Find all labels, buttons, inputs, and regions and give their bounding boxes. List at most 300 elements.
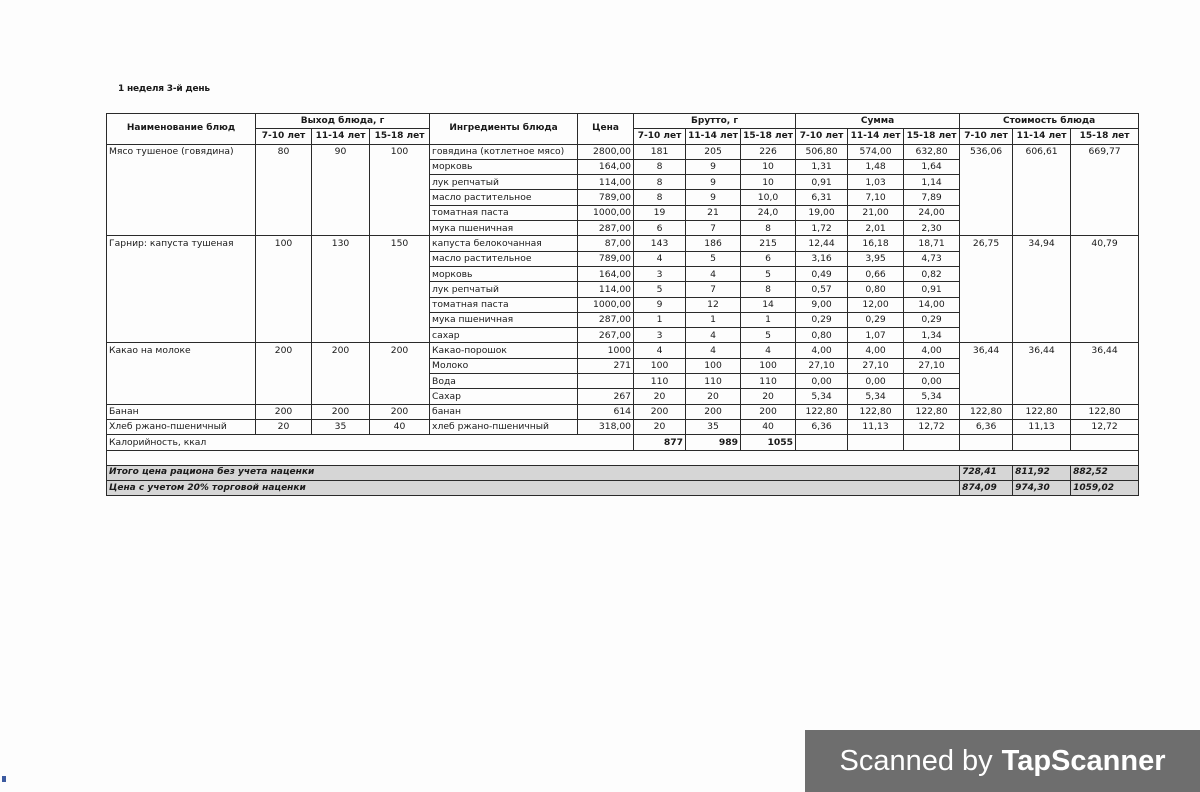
table-body: [107, 144, 1139, 496]
table-row: [107, 404, 1139, 419]
brutto-cell: 181: [634, 144, 686, 159]
price-cell: 614: [578, 404, 634, 419]
sum-cell: 7,89: [904, 190, 960, 205]
spacer-row: [107, 450, 1139, 465]
sum-cell: 4,00: [848, 343, 904, 358]
brutto-cell: 143: [634, 236, 686, 251]
dish-name-cell: [107, 358, 256, 373]
sum-cell: 632,80: [904, 144, 960, 159]
table-row: [107, 312, 1139, 327]
sum-cell: 16,18: [848, 236, 904, 251]
cost-cell: 536,06: [960, 144, 1013, 159]
ingredient-cell: капуста белокочанная: [430, 236, 578, 251]
calories-value: 877: [634, 435, 686, 450]
cost-cell: 606,61: [1013, 144, 1071, 159]
brutto-cell: 7: [686, 221, 741, 236]
sum-cell: 0,00: [848, 374, 904, 389]
price-cell: 267,00: [578, 328, 634, 343]
cost-cell: [960, 358, 1013, 373]
table-row: [107, 251, 1139, 266]
header-cost: Стоимость блюда: [960, 114, 1139, 129]
yield-cell: [312, 374, 370, 389]
yield-cell: [256, 190, 312, 205]
yield-cell: [312, 205, 370, 220]
yield-cell: [256, 312, 312, 327]
cost-cell: [1013, 159, 1071, 174]
dish-name-cell: Банан: [107, 404, 256, 419]
brutto-cell: 200: [686, 404, 741, 419]
cost-cell: [960, 312, 1013, 327]
sum-cell: 14,00: [904, 297, 960, 312]
sum-cell: 5,34: [904, 389, 960, 404]
table-row: [107, 358, 1139, 373]
cost-cell: 36,44: [1071, 343, 1139, 358]
cost-cell: [960, 221, 1013, 236]
header-dish-name: Наименование блюд: [107, 114, 256, 145]
yield-age-header: 7-10 лет: [256, 129, 312, 144]
dish-name-cell: Какао на молоке: [107, 343, 256, 358]
sum-cell: 0,80: [848, 282, 904, 297]
sum-cell: 0,57: [796, 282, 848, 297]
table-row: [107, 144, 1139, 159]
brutto-cell: 226: [741, 144, 796, 159]
yield-cell: [256, 221, 312, 236]
sum-cell: 12,72: [904, 419, 960, 434]
sum-cell: 9,00: [796, 297, 848, 312]
yield-cell: [370, 221, 430, 236]
yield-cell: [312, 251, 370, 266]
yield-cell: 200: [312, 343, 370, 358]
cost-cell: 122,80: [1071, 404, 1139, 419]
yield-cell: 100: [370, 144, 430, 159]
dish-name-cell: Гарнир: капуста тушеная: [107, 236, 256, 251]
empty-cell: [848, 435, 904, 450]
calories-label: Калорийность, ккал: [107, 435, 634, 450]
brutto-cell: 200: [741, 404, 796, 419]
sum-cell: 27,10: [796, 358, 848, 373]
sum-cell: 24,00: [904, 205, 960, 220]
price-cell: 164,00: [578, 159, 634, 174]
brutto-cell: 10,0: [741, 190, 796, 205]
sum-age-header: 7-10 лет: [796, 129, 848, 144]
watermark-brand: TapScanner: [1001, 744, 1166, 777]
brutto-cell: 1: [741, 312, 796, 327]
sum-cell: 0,29: [904, 312, 960, 327]
cost-cell: [1071, 159, 1139, 174]
watermark-prefix: Scanned by: [839, 744, 993, 777]
cost-cell: 669,77: [1071, 144, 1139, 159]
dish-name-cell: [107, 266, 256, 281]
brutto-cell: 9: [686, 190, 741, 205]
empty-cell: [796, 435, 848, 450]
calories-row: [107, 435, 1139, 450]
header-yield: Выход блюда, г: [256, 114, 430, 129]
dish-name-cell: [107, 175, 256, 190]
yield-cell: [312, 190, 370, 205]
cost-cell: [960, 389, 1013, 404]
price-cell: 267: [578, 389, 634, 404]
price-cell: [578, 374, 634, 389]
brutto-cell: 205: [686, 144, 741, 159]
table-row: [107, 343, 1139, 358]
yield-cell: 200: [256, 404, 312, 419]
table-row: [107, 221, 1139, 236]
ingredient-cell: масло растительное: [430, 190, 578, 205]
ingredient-cell: мука пшеничная: [430, 221, 578, 236]
cost-cell: [960, 205, 1013, 220]
dish-name-cell: [107, 205, 256, 220]
yield-cell: [256, 358, 312, 373]
sum-cell: 18,71: [904, 236, 960, 251]
brutto-cell: 5: [741, 328, 796, 343]
sum-cell: 122,80: [848, 404, 904, 419]
calories-value: 1055: [741, 435, 796, 450]
sum-cell: 0,00: [904, 374, 960, 389]
brutto-cell: 3: [634, 266, 686, 281]
total-label: Итого цена рациона без учета наценки: [107, 465, 960, 480]
cost-cell: 122,80: [960, 404, 1013, 419]
cost-cell: 36,44: [1013, 343, 1071, 358]
cost-cell: 11,13: [1013, 419, 1071, 434]
price-cell: 1000,00: [578, 205, 634, 220]
dish-name-cell: Хлеб ржано-пшеничный: [107, 419, 256, 434]
price-cell: 318,00: [578, 419, 634, 434]
cost-cell: [1013, 328, 1071, 343]
cost-age-header: 7-10 лет: [960, 129, 1013, 144]
scan-artifact: [2, 776, 6, 782]
cost-cell: [1013, 312, 1071, 327]
cost-cell: [1013, 221, 1071, 236]
brutto-cell: 110: [741, 374, 796, 389]
price-cell: 114,00: [578, 175, 634, 190]
sum-cell: 11,13: [848, 419, 904, 434]
cost-cell: [1071, 389, 1139, 404]
dish-name-cell: [107, 221, 256, 236]
sum-cell: 5,34: [848, 389, 904, 404]
sum-cell: 1,34: [904, 328, 960, 343]
sum-cell: 2,30: [904, 221, 960, 236]
sum-cell: 1,07: [848, 328, 904, 343]
cost-cell: [1013, 251, 1071, 266]
yield-cell: 100: [256, 236, 312, 251]
sum-cell: 5,34: [796, 389, 848, 404]
yield-cell: [370, 328, 430, 343]
empty-cell: [1071, 435, 1139, 450]
ration-cost-table: [106, 113, 1139, 496]
brutto-cell: 8: [634, 190, 686, 205]
brutto-cell: 4: [686, 266, 741, 281]
total-label: Цена с учетом 20% торговой наценки: [107, 481, 960, 496]
yield-cell: [370, 358, 430, 373]
cost-cell: [1013, 205, 1071, 220]
sum-cell: 574,00: [848, 144, 904, 159]
ingredient-cell: сахар: [430, 328, 578, 343]
yield-cell: 80: [256, 144, 312, 159]
yield-cell: [256, 266, 312, 281]
yield-cell: [312, 312, 370, 327]
header-brutto: Брутто, г: [634, 114, 796, 129]
yield-cell: [312, 159, 370, 174]
brutto-age-header: 15-18 лет: [741, 129, 796, 144]
cost-cell: [1013, 374, 1071, 389]
ingredient-cell: морковь: [430, 266, 578, 281]
price-cell: 287,00: [578, 312, 634, 327]
table-row: [107, 159, 1139, 174]
brutto-cell: 186: [686, 236, 741, 251]
yield-cell: 200: [256, 343, 312, 358]
sum-cell: 1,72: [796, 221, 848, 236]
total-value: 728,41: [960, 465, 1013, 480]
price-cell: 164,00: [578, 266, 634, 281]
spacer-cell: [107, 450, 1139, 465]
sum-cell: 3,16: [796, 251, 848, 266]
cost-cell: 122,80: [1013, 404, 1071, 419]
brutto-cell: 100: [634, 358, 686, 373]
yield-cell: [256, 374, 312, 389]
yield-cell: [256, 205, 312, 220]
price-cell: 2800,00: [578, 144, 634, 159]
calories-value: 989: [686, 435, 741, 450]
ingredient-cell: лук репчатый: [430, 175, 578, 190]
cost-cell: [1071, 328, 1139, 343]
yield-cell: 20: [256, 419, 312, 434]
brutto-cell: 100: [741, 358, 796, 373]
sum-cell: 122,80: [904, 404, 960, 419]
brutto-cell: 6: [741, 251, 796, 266]
sum-cell: 0,82: [904, 266, 960, 281]
total-row: [107, 481, 1139, 496]
yield-cell: [312, 282, 370, 297]
brutto-age-header: 11-14 лет: [686, 129, 741, 144]
table-row: [107, 282, 1139, 297]
price-cell: 789,00: [578, 251, 634, 266]
brutto-cell: 8: [634, 159, 686, 174]
cost-cell: [960, 297, 1013, 312]
sum-cell: 0,29: [796, 312, 848, 327]
brutto-cell: 19: [634, 205, 686, 220]
sum-cell: 1,31: [796, 159, 848, 174]
brutto-cell: 100: [686, 358, 741, 373]
ingredient-cell: говядина (котлетное мясо): [430, 144, 578, 159]
cost-cell: [1071, 297, 1139, 312]
sum-cell: 27,10: [904, 358, 960, 373]
table-row: [107, 236, 1139, 251]
sum-cell: 27,10: [848, 358, 904, 373]
dish-name-cell: [107, 312, 256, 327]
ingredient-cell: банан: [430, 404, 578, 419]
yield-cell: [256, 159, 312, 174]
sum-cell: 0,91: [904, 282, 960, 297]
cost-cell: [1071, 374, 1139, 389]
table-row: [107, 175, 1139, 190]
cost-cell: [1013, 282, 1071, 297]
yield-cell: 90: [312, 144, 370, 159]
ingredient-cell: масло растительное: [430, 251, 578, 266]
cost-cell: 26,75: [960, 236, 1013, 251]
brutto-cell: 1: [686, 312, 741, 327]
ingredient-cell: Сахар: [430, 389, 578, 404]
yield-cell: 200: [312, 404, 370, 419]
brutto-cell: 4: [686, 328, 741, 343]
sum-cell: 122,80: [796, 404, 848, 419]
brutto-cell: 6: [634, 221, 686, 236]
sum-cell: 0,29: [848, 312, 904, 327]
total-value: 882,52: [1071, 465, 1139, 480]
yield-age-header: 15-18 лет: [370, 129, 430, 144]
yield-cell: [312, 358, 370, 373]
cost-cell: [1013, 175, 1071, 190]
empty-cell: [904, 435, 960, 450]
yield-cell: [370, 389, 430, 404]
cost-cell: [1071, 251, 1139, 266]
yield-cell: 200: [370, 404, 430, 419]
sum-age-header: 11-14 лет: [848, 129, 904, 144]
yield-cell: [312, 297, 370, 312]
dish-name-cell: [107, 282, 256, 297]
yield-cell: [370, 266, 430, 281]
cost-cell: [960, 374, 1013, 389]
price-cell: 287,00: [578, 221, 634, 236]
brutto-cell: 8: [741, 221, 796, 236]
brutto-cell: 8: [741, 282, 796, 297]
brutto-cell: 4: [634, 251, 686, 266]
dish-name-cell: [107, 389, 256, 404]
cost-cell: [1013, 266, 1071, 281]
price-cell: 87,00: [578, 236, 634, 251]
price-cell: 1000: [578, 343, 634, 358]
yield-cell: [370, 312, 430, 327]
price-cell: 1000,00: [578, 297, 634, 312]
sum-cell: 1,64: [904, 159, 960, 174]
dish-name-cell: [107, 251, 256, 266]
brutto-cell: 24,0: [741, 205, 796, 220]
total-value: 974,30: [1013, 481, 1071, 496]
yield-cell: 40: [370, 419, 430, 434]
brutto-cell: 4: [686, 343, 741, 358]
dish-name-cell: [107, 328, 256, 343]
brutto-cell: 110: [634, 374, 686, 389]
brutto-cell: 20: [741, 389, 796, 404]
yield-cell: [256, 282, 312, 297]
sum-cell: 0,80: [796, 328, 848, 343]
yield-age-header: 11-14 лет: [312, 129, 370, 144]
sum-cell: 6,31: [796, 190, 848, 205]
sum-cell: 4,73: [904, 251, 960, 266]
yield-cell: [312, 328, 370, 343]
table-row: [107, 374, 1139, 389]
yield-cell: [256, 297, 312, 312]
ingredient-cell: Вода: [430, 374, 578, 389]
ingredient-cell: Какао-порошок: [430, 343, 578, 358]
yield-cell: [256, 328, 312, 343]
scanner-watermark: [805, 730, 1200, 792]
cost-cell: [1071, 221, 1139, 236]
cost-cell: [1013, 358, 1071, 373]
cost-cell: 40,79: [1071, 236, 1139, 251]
yield-cell: [370, 190, 430, 205]
sum-cell: 0,00: [796, 374, 848, 389]
brutto-cell: 5: [686, 251, 741, 266]
table-row: [107, 190, 1139, 205]
ingredient-cell: мука пшеничная: [430, 312, 578, 327]
yield-cell: [312, 221, 370, 236]
cost-age-header: 15-18 лет: [1071, 129, 1139, 144]
brutto-cell: 5: [634, 282, 686, 297]
brutto-cell: 5: [741, 266, 796, 281]
total-value: 874,09: [960, 481, 1013, 496]
brutto-cell: 3: [634, 328, 686, 343]
brutto-cell: 110: [686, 374, 741, 389]
cost-cell: [960, 175, 1013, 190]
brutto-cell: 9: [634, 297, 686, 312]
empty-cell: [960, 435, 1013, 450]
ingredient-cell: томатная паста: [430, 205, 578, 220]
ingredient-cell: лук репчатый: [430, 282, 578, 297]
brutto-cell: 9: [686, 175, 741, 190]
sum-cell: 0,49: [796, 266, 848, 281]
cost-cell: [1071, 266, 1139, 281]
day-title: 1 неделя 3-й день: [118, 84, 210, 94]
yield-cell: [370, 251, 430, 266]
total-row: [107, 465, 1139, 480]
cost-cell: [960, 282, 1013, 297]
cost-cell: 34,94: [1013, 236, 1071, 251]
yield-cell: [312, 175, 370, 190]
table-row: [107, 419, 1139, 434]
ingredient-cell: морковь: [430, 159, 578, 174]
header-price: Цена: [578, 114, 634, 145]
sum-cell: 506,80: [796, 144, 848, 159]
sum-cell: 4,00: [904, 343, 960, 358]
dish-name-cell: [107, 190, 256, 205]
cost-cell: [960, 190, 1013, 205]
cost-cell: 36,44: [960, 343, 1013, 358]
brutto-cell: 9: [686, 159, 741, 174]
cost-cell: [1071, 190, 1139, 205]
total-value: 1059,02: [1071, 481, 1139, 496]
brutto-cell: 40: [741, 419, 796, 434]
ingredient-cell: томатная паста: [430, 297, 578, 312]
sum-cell: 12,00: [848, 297, 904, 312]
brutto-cell: 20: [634, 419, 686, 434]
yield-cell: [312, 389, 370, 404]
yield-cell: 150: [370, 236, 430, 251]
sum-cell: 2,01: [848, 221, 904, 236]
sum-cell: 12,44: [796, 236, 848, 251]
yield-cell: 200: [370, 343, 430, 358]
cost-cell: 12,72: [1071, 419, 1139, 434]
table-row: [107, 389, 1139, 404]
total-value: 811,92: [1013, 465, 1071, 480]
brutto-cell: 12: [686, 297, 741, 312]
header-ingredients: Ингредиенты блюда: [430, 114, 578, 145]
sum-cell: 1,48: [848, 159, 904, 174]
brutto-cell: 1: [634, 312, 686, 327]
brutto-cell: 8: [634, 175, 686, 190]
cost-cell: [1071, 358, 1139, 373]
ingredient-cell: хлеб ржано-пшеничный: [430, 419, 578, 434]
yield-cell: [370, 297, 430, 312]
empty-cell: [1013, 435, 1071, 450]
brutto-cell: 20: [686, 389, 741, 404]
brutto-cell: 20: [634, 389, 686, 404]
sum-cell: 1,14: [904, 175, 960, 190]
yield-cell: [312, 266, 370, 281]
yield-cell: [370, 282, 430, 297]
yield-cell: [256, 251, 312, 266]
sum-cell: 4,00: [796, 343, 848, 358]
cost-cell: [960, 159, 1013, 174]
